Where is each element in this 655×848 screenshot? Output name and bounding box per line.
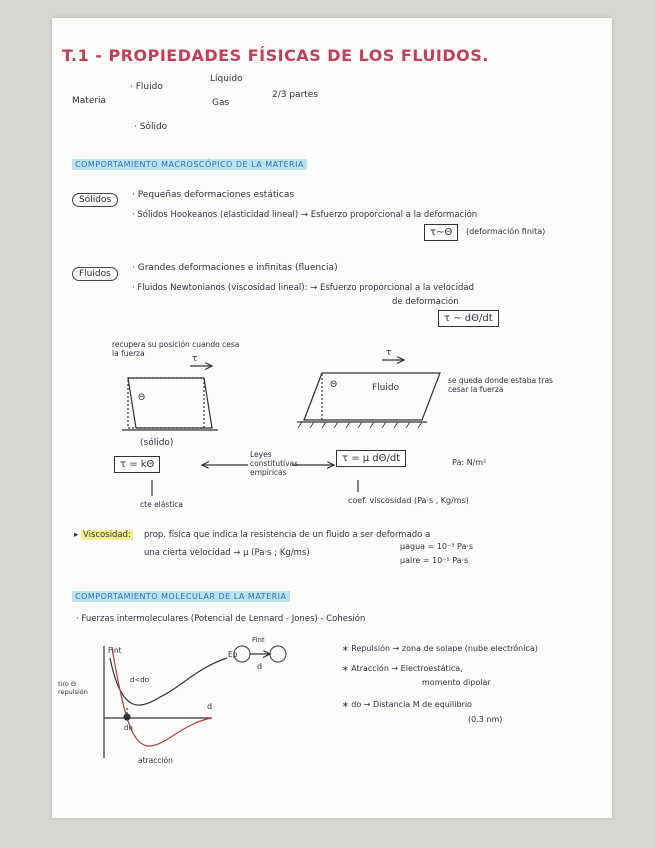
- section-heading-macro: COMPORTAMIENTO MACROSCÓPICO DE LA MATERIA: [72, 160, 307, 169]
- repulsion-line: ∗ Repulsión → zona de solape (nube electrónica): [342, 644, 538, 653]
- graph-ep-label: Ep: [228, 650, 238, 659]
- fluidos-label: Fluidos: [72, 267, 118, 281]
- solidos-item2: · Sólidos Hookeanos (elasticidad lineal) → Esfuerzo proporcional a la deformación: [132, 210, 478, 220]
- cte-label: cte elástica: [140, 500, 184, 509]
- viscosidad-text1: prop. física que indica la resistencia de un fluido a ser deformado a: [144, 530, 431, 540]
- graph-fint-label: Fint: [108, 646, 122, 655]
- diagram-note-right: se queda donde estaba tras cesar la fuerza: [448, 376, 553, 394]
- solidos-item1: · Pequeñas deformaciones estáticas: [132, 190, 295, 200]
- mu-aire: μaire = 10⁻⁵ Pa·s: [400, 556, 469, 565]
- fluidos-formula: τ ∼ dΘ/dt: [438, 310, 499, 327]
- fint-small-label: Fint: [252, 636, 265, 644]
- mu-agua: μagua = 10⁻³ Pa·s: [400, 542, 474, 551]
- gas-label: Gas: [212, 98, 230, 108]
- do-value: (0.3 nm): [468, 715, 503, 724]
- solidos-note: (deformación finita): [466, 227, 546, 236]
- solid-label: (sólido): [140, 438, 174, 448]
- graph-do-label: do: [124, 724, 133, 732]
- fluidos-item2: · Fluidos Newtonianos (viscosidad lineal): → Esfuerzo proporcional a la velocidad: [132, 283, 475, 293]
- fuerzas-line: · Fuerzas intermoleculares (Potencial de Lennard - Jones) - Cohesión: [76, 614, 366, 624]
- graph-left-label: tiro Θ repulsión: [58, 680, 88, 696]
- equation-solid: τ = kΘ: [114, 456, 160, 473]
- theta-symbol-right: Θ: [330, 380, 338, 390]
- graph-d-label: d: [207, 702, 213, 711]
- coef-label: coef. viscosidad (Pa·s , Kg/ms): [348, 496, 469, 505]
- viscosidad-label: ▸ Viscosidad:: [74, 530, 131, 540]
- fluid-label: Fluido: [372, 383, 400, 393]
- equation-fluid: τ = μ dΘ/dt: [336, 450, 406, 467]
- notebook-page: [52, 18, 612, 818]
- page-title: T.1 - PROPIEDADES FÍSICAS DE LOS FLUIDOS.: [62, 46, 489, 65]
- do-line: ∗ do → Distancia M de equilibrio: [342, 700, 472, 709]
- solidos-formula: τ∼Θ: [424, 224, 458, 241]
- deformation-diagram: [52, 18, 612, 818]
- leyes-label: Leyes constitutivas empíricas: [250, 450, 299, 477]
- dipolo-line: momento dipolar: [422, 678, 491, 687]
- d-small-label: d: [257, 662, 263, 671]
- viscosidad-text2: una cierta velocidad → μ (Pa·s ; Kg/ms): [144, 548, 310, 558]
- fluidos-item1: · Grandes deformaciones e infinitas (fluencia): [132, 263, 338, 273]
- materia-label: Materia: [72, 96, 107, 106]
- solidos-label: Sólidos: [72, 193, 118, 207]
- tau-symbol-right: τ: [386, 348, 392, 358]
- diagram-note-left: recupera su posición cuando cesa la fuerza: [112, 340, 240, 358]
- fluido-label: · Fluido: [130, 82, 163, 92]
- graph-atraccion-label: atracción: [138, 756, 173, 765]
- fraccion-label: 2/3 partes: [272, 90, 319, 100]
- units-label: Pa: N/m²: [452, 458, 487, 467]
- solido-label: · Sólido: [134, 122, 168, 132]
- fluidos-item2b: de deformación: [392, 297, 459, 307]
- section-heading-molecular: COMPORTAMIENTO MOLECULAR DE LA MATERIA: [72, 592, 290, 601]
- graph-d-do-label: d<do: [130, 676, 150, 684]
- liquido-label: Líquido: [210, 74, 243, 84]
- tau-symbol-left: τ: [192, 354, 198, 364]
- atraccion-line: ∗ Atracción → Electroestática,: [342, 664, 463, 673]
- theta-symbol-left: Θ: [138, 393, 146, 403]
